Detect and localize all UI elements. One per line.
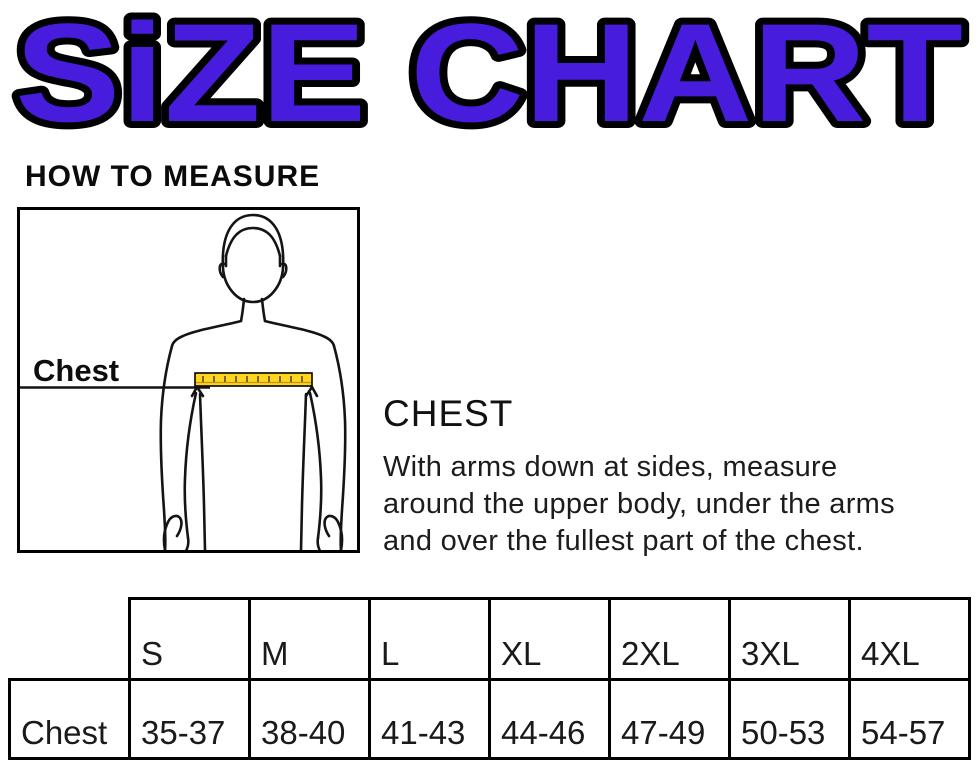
row-label-cell: Chest [10,680,130,759]
measurement-cell: 54-57 [850,680,970,759]
instruction-line: and over the fullest part of the chest. [383,525,864,557]
measurement-diagram-box [17,207,360,553]
measurement-cell: 38-40 [250,680,370,759]
measurement-cell: 47-49 [610,680,730,759]
measurement-cell: 44-46 [490,680,610,759]
measuring-tape [195,373,312,386]
chest-section-heading: CHEST [383,393,514,434]
size-column-header: 4XL [850,599,970,680]
size-table-header-row [10,599,970,680]
chest-measurements-row [10,680,970,759]
size-column-header: 2XL [610,599,730,680]
size-table-corner-cell [10,599,130,680]
measurement-cell: 50-53 [730,680,850,759]
size-column-header: S [130,599,250,680]
torso-diagram [20,210,357,550]
measurement-cell: 41-43 [370,680,490,759]
size-column-header: L [370,599,490,680]
size-table [8,597,971,760]
size-column-header: M [250,599,370,680]
size-column-header: XL [490,599,610,680]
title-svg [0,0,978,152]
measurement-cell: 35-37 [130,680,250,759]
instruction-line: around the upper body, under the arms [383,488,895,520]
tape-band [195,373,312,386]
size-column-header: 3XL [730,599,850,680]
chest-diagram-label: Chest [33,353,120,388]
title-banner [0,0,978,152]
instruction-line: With arms down at sides, measure [383,451,838,483]
page-title: SiZE CHART [15,0,963,151]
how-to-measure-heading: HOW TO MEASURE [25,160,321,193]
